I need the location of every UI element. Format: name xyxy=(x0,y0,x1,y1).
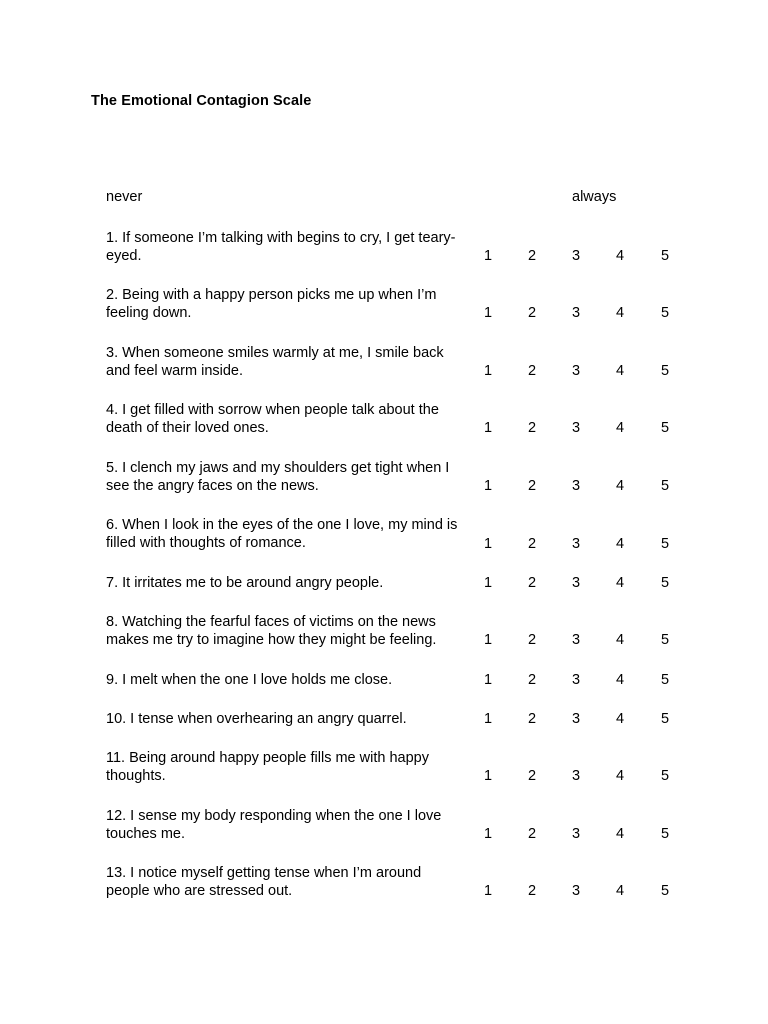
rating-option-1[interactable]: 1 xyxy=(483,478,493,494)
item-text: 2. Being with a happy person picks me up when I’m feeling down. xyxy=(106,287,437,321)
rating-option-2[interactable]: 2 xyxy=(527,711,537,727)
rating-option-3[interactable]: 3 xyxy=(571,305,581,321)
rating-option-2[interactable]: 2 xyxy=(527,478,537,494)
item-text: 5. I clench my jaws and my shoulders get tight when I see the angry faces on the news. xyxy=(106,460,450,494)
item-text: 6. When I look in the eyes of the one I love, my mind is filled with thoughts of romance. xyxy=(106,517,458,551)
rating-option-3[interactable]: 3 xyxy=(571,575,581,591)
rating-option-4[interactable]: 4 xyxy=(615,883,625,899)
page-title: The Emotional Contagion Scale xyxy=(91,93,312,109)
rating-row xyxy=(0,671,768,689)
rating-option-1[interactable]: 1 xyxy=(483,575,493,591)
rating-option-4[interactable]: 4 xyxy=(615,672,625,688)
rating-option-5[interactable]: 5 xyxy=(660,536,670,552)
rating-option-5[interactable]: 5 xyxy=(660,711,670,727)
rating-option-5[interactable]: 5 xyxy=(660,826,670,842)
rating-option-2[interactable]: 2 xyxy=(527,826,537,842)
rating-option-5[interactable]: 5 xyxy=(660,363,670,379)
rating-row xyxy=(0,710,768,728)
rating-option-3[interactable]: 3 xyxy=(571,711,581,727)
rating-option-5[interactable]: 5 xyxy=(660,768,670,784)
rating-option-3[interactable]: 3 xyxy=(571,420,581,436)
rating-option-4[interactable]: 4 xyxy=(615,248,625,264)
rating-option-1[interactable]: 1 xyxy=(483,672,493,688)
scale-high-label: always xyxy=(572,189,617,205)
rating-option-2[interactable]: 2 xyxy=(527,536,537,552)
rating-option-5[interactable]: 5 xyxy=(660,632,670,648)
rating-option-4[interactable]: 4 xyxy=(615,575,625,591)
rating-option-4[interactable]: 4 xyxy=(615,305,625,321)
rating-option-5[interactable]: 5 xyxy=(660,883,670,899)
rating-option-2[interactable]: 2 xyxy=(527,248,537,264)
rating-row xyxy=(0,535,768,553)
rating-option-1[interactable]: 1 xyxy=(483,632,493,648)
rating-option-4[interactable]: 4 xyxy=(615,478,625,494)
rating-option-2[interactable]: 2 xyxy=(527,575,537,591)
item-text: 8. Watching the fearful faces of victims on the news makes me try to imagine how they might be feeling. xyxy=(106,614,437,648)
rating-option-3[interactable]: 3 xyxy=(571,632,581,648)
rating-option-5[interactable]: 5 xyxy=(660,248,670,264)
rating-option-2[interactable]: 2 xyxy=(527,363,537,379)
rating-option-1[interactable]: 1 xyxy=(483,248,493,264)
rating-option-1[interactable]: 1 xyxy=(483,420,493,436)
item-text: 12. I sense my body responding when the one I love touches me. xyxy=(106,808,442,842)
rating-option-5[interactable]: 5 xyxy=(660,575,670,591)
rating-option-1[interactable]: 1 xyxy=(483,826,493,842)
rating-option-5[interactable]: 5 xyxy=(660,305,670,321)
rating-option-3[interactable]: 3 xyxy=(571,363,581,379)
item-text: 10. I tense when overhearing an angry quarrel. xyxy=(106,711,407,727)
rating-option-2[interactable]: 2 xyxy=(527,672,537,688)
rating-row xyxy=(0,362,768,380)
rating-option-3[interactable]: 3 xyxy=(571,478,581,494)
rating-option-2[interactable]: 2 xyxy=(527,768,537,784)
rating-row xyxy=(0,882,768,900)
rating-option-2[interactable]: 2 xyxy=(527,883,537,899)
rating-option-5[interactable]: 5 xyxy=(660,672,670,688)
item-text: 1. If someone I’m talking with begins to cry, I get teary-eyed. xyxy=(106,230,456,264)
rating-option-4[interactable]: 4 xyxy=(615,768,625,784)
rating-option-5[interactable]: 5 xyxy=(660,478,670,494)
rating-option-4[interactable]: 4 xyxy=(615,536,625,552)
rating-option-5[interactable]: 5 xyxy=(660,420,670,436)
item-text: 4. I get filled with sorrow when people talk about the death of their loved ones. xyxy=(106,402,439,436)
rating-option-3[interactable]: 3 xyxy=(571,883,581,899)
item-text: 7. It irritates me to be around angry people. xyxy=(106,575,384,591)
rating-option-1[interactable]: 1 xyxy=(483,711,493,727)
rating-row xyxy=(0,825,768,843)
rating-row xyxy=(0,247,768,265)
rating-option-4[interactable]: 4 xyxy=(615,632,625,648)
rating-row xyxy=(0,304,768,322)
rating-option-1[interactable]: 1 xyxy=(483,883,493,899)
item-text: 11. Being around happy people fills me with happy thoughts. xyxy=(106,750,429,784)
item-text: 3. When someone smiles warmly at me, I smile back and feel warm inside. xyxy=(106,345,444,379)
rating-option-1[interactable]: 1 xyxy=(483,305,493,321)
rating-option-3[interactable]: 3 xyxy=(571,826,581,842)
rating-option-4[interactable]: 4 xyxy=(615,363,625,379)
rating-option-2[interactable]: 2 xyxy=(527,420,537,436)
rating-option-3[interactable]: 3 xyxy=(571,672,581,688)
rating-option-4[interactable]: 4 xyxy=(615,420,625,436)
rating-row xyxy=(0,477,768,495)
rating-row xyxy=(0,419,768,437)
rating-option-3[interactable]: 3 xyxy=(571,248,581,264)
rating-row xyxy=(0,574,768,592)
scale-low-label: never xyxy=(106,189,143,205)
rating-option-3[interactable]: 3 xyxy=(571,536,581,552)
rating-option-1[interactable]: 1 xyxy=(483,536,493,552)
item-text: 13. I notice myself getting tense when I’m around people who are stressed out. xyxy=(106,865,422,899)
rating-option-1[interactable]: 1 xyxy=(483,768,493,784)
rating-row xyxy=(0,631,768,649)
rating-option-4[interactable]: 4 xyxy=(615,826,625,842)
rating-option-3[interactable]: 3 xyxy=(571,768,581,784)
item-text: 9. I melt when the one I love holds me close. xyxy=(106,672,393,688)
rating-row xyxy=(0,767,768,785)
rating-option-2[interactable]: 2 xyxy=(527,632,537,648)
rating-option-4[interactable]: 4 xyxy=(615,711,625,727)
rating-option-1[interactable]: 1 xyxy=(483,363,493,379)
rating-option-2[interactable]: 2 xyxy=(527,305,537,321)
